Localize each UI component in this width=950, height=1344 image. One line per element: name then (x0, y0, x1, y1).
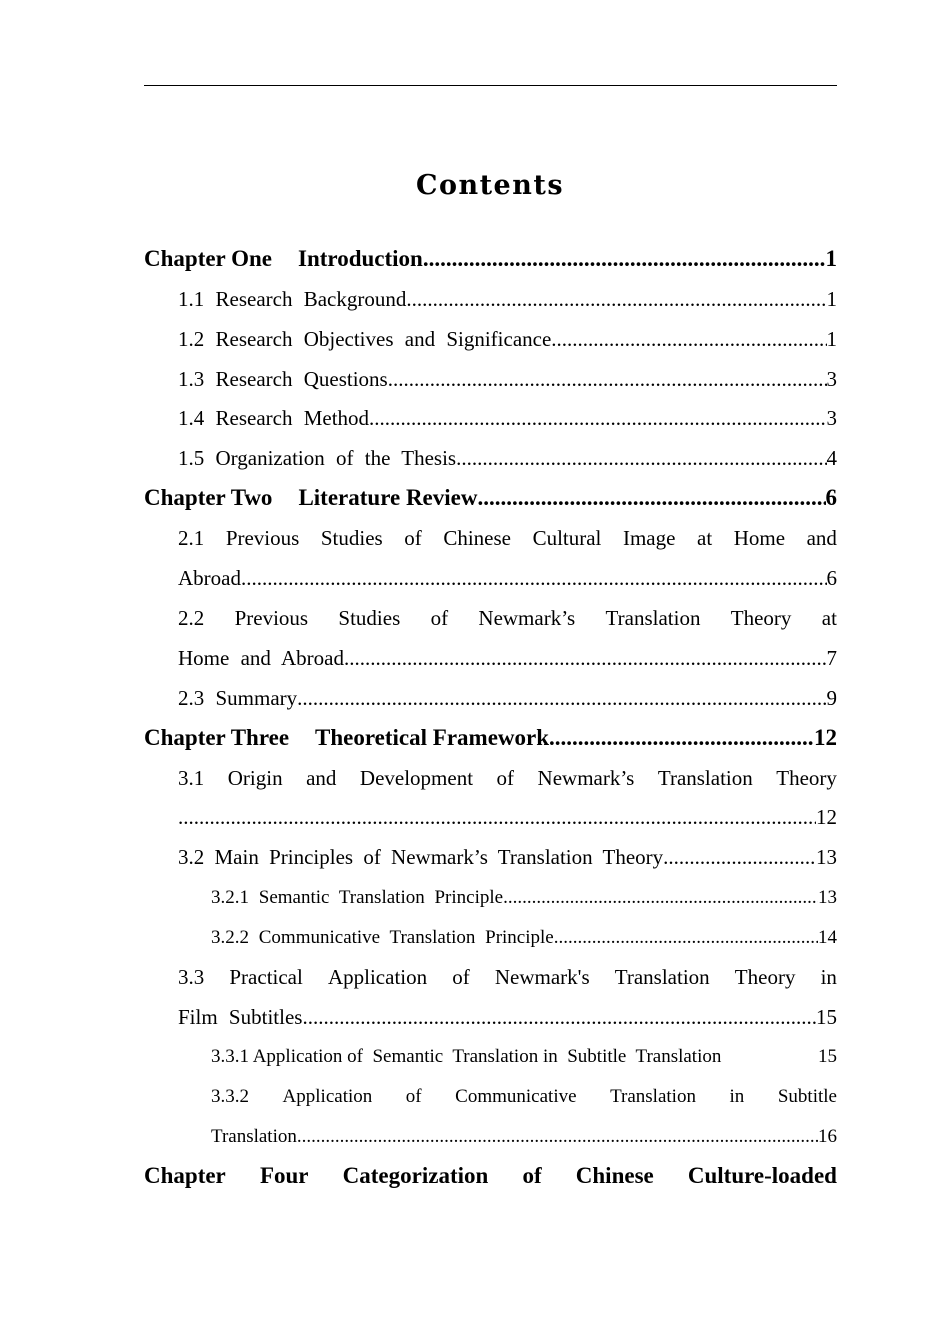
leader-dots (302, 1005, 816, 1030)
entry-label: 3.2.2 Communicative Translation Principle (211, 927, 554, 948)
word: 3.3.2 (211, 1086, 249, 1107)
toc-entry-1-5[interactable] (178, 446, 837, 471)
leader-dots (477, 485, 825, 511)
toc-chapter-four[interactable] (144, 1163, 837, 1189)
word: Newmark’s (537, 766, 635, 790)
entry-label: Home and Abroad (178, 646, 344, 670)
page-number: 12 (816, 805, 837, 829)
entry-label: 1.3 Research Questions (178, 367, 388, 391)
page-number: 3 (826, 406, 837, 430)
word: and (306, 766, 337, 790)
leader-dots (503, 887, 818, 909)
entry-label: 2.3 Summary (178, 686, 298, 710)
chapter-name: Theoretical Framework (315, 725, 550, 750)
word: 3.3 (178, 965, 205, 989)
word: Four (259, 1163, 309, 1188)
toc-entry-1-1[interactable] (178, 287, 837, 312)
page-number: 14 (818, 927, 837, 948)
leader-dots (388, 367, 827, 392)
toc-entry-3-2-2[interactable] (211, 927, 837, 949)
leader-dots (297, 1126, 818, 1148)
word: Cultural (532, 526, 602, 550)
word: in (820, 965, 837, 989)
toc-entry-3-3-line1[interactable] (178, 965, 837, 990)
leader-dots (297, 686, 826, 711)
word: Subtitle (777, 1086, 837, 1107)
word: of (496, 766, 515, 790)
header-rule (144, 85, 837, 86)
word: Home (733, 526, 786, 550)
toc-chapter-two[interactable] (144, 485, 837, 511)
word: Chapter (144, 1163, 226, 1188)
chapter-name: Introduction (298, 246, 423, 271)
page-number: 6 (826, 566, 837, 590)
word: Categorization (342, 1163, 489, 1188)
toc-entry-2-1-line2[interactable] (178, 566, 837, 591)
word: Translation (605, 606, 701, 630)
word: Newmark’s (478, 606, 576, 630)
page-number: 6 (825, 485, 837, 510)
toc-entry-1-4[interactable] (178, 406, 837, 431)
page-number: 13 (818, 887, 837, 908)
leader-dots (663, 845, 816, 870)
word: at (697, 526, 713, 550)
word: Chinese (575, 1163, 654, 1188)
word: 3.1 (178, 766, 205, 790)
entry-label: Translation (211, 1126, 297, 1147)
word: of (522, 1163, 542, 1188)
word: in (729, 1086, 745, 1107)
word: Translation (657, 766, 753, 790)
toc-entry-3-3-2-line2[interactable] (211, 1126, 837, 1148)
word: Image (622, 526, 676, 550)
word: of (430, 606, 449, 630)
word: 2.2 (178, 606, 205, 630)
leader-dots (423, 246, 826, 272)
word: Theory (776, 766, 837, 790)
leader-dots (549, 725, 814, 751)
toc-entry-3-2-1[interactable] (211, 887, 837, 909)
word: of (404, 526, 422, 550)
word: Practical (229, 965, 303, 989)
word: Communicative (455, 1086, 577, 1107)
toc-entry-1-3[interactable] (178, 367, 837, 392)
word: Application (282, 1086, 373, 1107)
page-number: 1 (825, 246, 837, 271)
leader-dots (241, 566, 827, 591)
page-title: Contents (415, 170, 565, 201)
chapter-name: Literature Review (298, 485, 478, 510)
entry-label: 1.2 Research Objectives and Significance (178, 327, 552, 351)
word: Newmark's (494, 965, 590, 989)
word: Theory (730, 606, 792, 630)
toc-entry-2-2-line1[interactable] (178, 606, 837, 631)
word: Chinese (443, 526, 511, 550)
entry-label: Film Subtitles (178, 1005, 303, 1029)
toc-entry-3-3-2-line1[interactable] (211, 1086, 837, 1108)
word: Theory (734, 965, 796, 989)
word: Studies (338, 606, 401, 630)
entry-label: 1.1 Research Background (178, 287, 407, 311)
page-number: 4 (826, 446, 837, 470)
toc-chapter-one[interactable] (144, 246, 837, 272)
page-number: 15 (816, 1005, 837, 1029)
word: Previous (234, 606, 309, 630)
leader-dots (456, 446, 826, 471)
chapter-number: Chapter Two (144, 485, 273, 510)
entry-label: 3.2 Main Principles of Newmark’s Translation Theory (178, 845, 664, 869)
toc-entry-3-3-line2[interactable] (178, 1005, 837, 1030)
word: 2.1 (178, 526, 205, 550)
word: Previous (225, 526, 300, 550)
page-number: 16 (818, 1126, 837, 1147)
entry-label: 1.4 Research Method (178, 406, 370, 430)
page-number: 7 (826, 646, 837, 670)
toc-entry-2-1-line1[interactable] (178, 526, 837, 551)
word: Culture-loaded (687, 1163, 837, 1188)
toc-entry-3-3-1[interactable] (211, 1046, 837, 1068)
word: Development (359, 766, 474, 790)
toc-entry-2-3[interactable] (178, 686, 837, 711)
chapter-number: Chapter One (144, 246, 272, 271)
leader-dots (551, 327, 826, 352)
word: at (821, 606, 837, 630)
chapter-number: Chapter Three (144, 725, 290, 750)
word: Studies (320, 526, 383, 550)
word: Application (327, 965, 428, 989)
entry-label: 1.5 Organization of the Thesis (178, 446, 457, 470)
page-number: 9 (826, 686, 837, 710)
page-number: 1 (826, 327, 837, 351)
leader-dots (406, 287, 826, 312)
toc-entry-1-2[interactable] (178, 327, 837, 352)
page-number: 15 (818, 1046, 837, 1067)
toc-entry-2-2-line2[interactable] (178, 646, 837, 671)
entry-label: 3.2.1 Semantic Translation Principle (211, 887, 504, 908)
word: of (405, 1086, 422, 1107)
leader-dots (554, 927, 818, 949)
entry-label: 3.3.1 Application of Semantic Translation in Subtitle Translation (211, 1046, 722, 1067)
word: and (806, 526, 837, 550)
entry-label: Abroad (178, 566, 241, 590)
toc-entry-3-2[interactable] (178, 845, 837, 870)
toc-entry-3-1-line1[interactable] (178, 766, 837, 791)
page-number: 13 (816, 845, 837, 869)
leader-dots (344, 646, 827, 671)
word: of (452, 965, 470, 989)
page-number: 1 (826, 287, 837, 311)
word: Origin (227, 766, 283, 790)
page-number: 12 (814, 725, 837, 750)
word: Translation (614, 965, 710, 989)
toc-chapter-three[interactable] (144, 725, 837, 751)
word: Translation (610, 1086, 696, 1107)
leader-dots (178, 805, 816, 830)
page-number: 3 (826, 367, 837, 391)
toc-entry-3-1-line2[interactable] (178, 805, 837, 830)
leader-dots (369, 406, 826, 431)
